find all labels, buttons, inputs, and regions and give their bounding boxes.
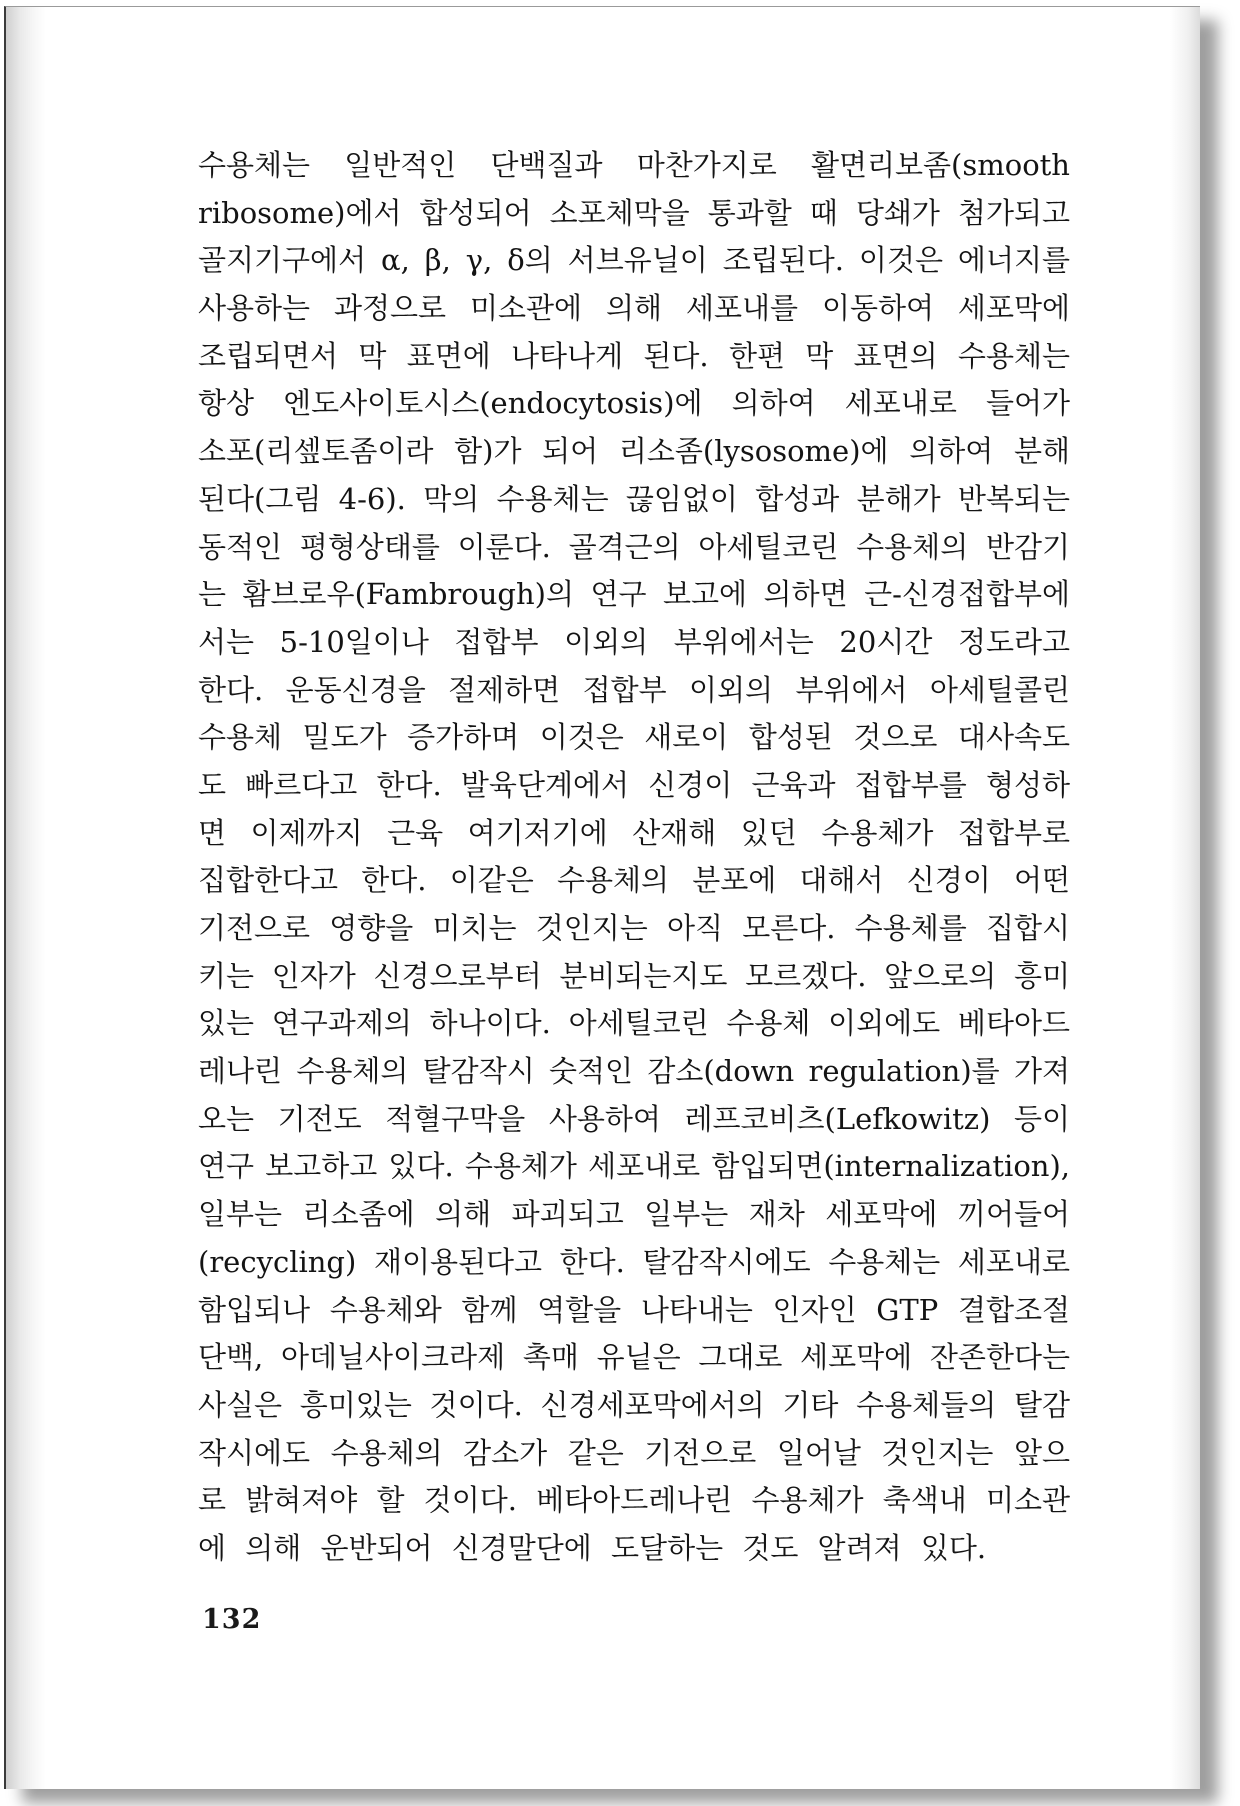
text-line: 골지기구에서 α, β, γ, δ의 서브유닐이 조립된다. 이것은 에너지를 [198,243,1070,278]
text-line: 수용체 밀도가 증가하며 이것은 새로이 합성된 것으로 대사속도 [198,720,1070,755]
body-text [198,142,1070,1573]
text-line: (recycling) 재이용된다고 한다. 탈감작시에도 수용체는 세포내로 [198,1244,1070,1279]
text-line: 동적인 평형상태를 이룬다. 골격근의 아세틸코린 수용체의 반감기 [198,529,1070,564]
text-line: 집합한다고 한다. 이같은 수용체의 분포에 대해서 신경이 어떤 [198,863,1070,898]
text-line: 면 이제까지 근육 여기저기에 산재해 있던 수용체가 접합부로 [198,815,1070,850]
text-line: 함입되나 수용체와 함께 역할을 나타내는 인자인 GTP 결합조절 [198,1292,1070,1327]
text-line: 단백, 아데닐사이크라제 촉매 유닡은 그대로 세포막에 잔존한다는 [198,1340,1070,1375]
text-line: 는 홤브로우(Fambrough)의 연구 보고에 의하면 근-신경접합부에 [198,577,1070,612]
text-line: ribosome)에서 합성되어 소포체막을 통과할 때 당쇄가 첨가되고 [198,195,1070,230]
text-line: 한다. 운동신경을 절제하면 접합부 이외의 부위에서 아세틸콜린 [198,672,1070,707]
page-edge-shadow [1170,7,1200,1789]
text-line: 작시에도 수용체의 감소가 같은 기전으로 일어날 것인지는 앞으 [198,1435,1070,1470]
text-line: 기전으로 영향을 미치는 것인지는 아직 모른다. 수용체를 집합시 [198,911,1070,945]
text-line: 에 의해 운반되어 신경말단에 도달하는 것도 알려져 있다. [198,1530,987,1565]
text-line: 서는 5-10일이나 접합부 이외의 부위에서는 20시간 정도라고 [198,624,1070,659]
text-line: 사실은 흥미있는 것이다. 신경세포막에서의 기타 수용체들의 탈감 [198,1387,1070,1422]
text-line: 조립되면서 막 표면에 나타나게 된다. 한편 막 표면의 수용체는 [198,338,1070,373]
page-number: 132 [202,1604,262,1635]
text-line: 있는 연구과제의 하나이다. 아세틸코린 수용체 이외에도 베타아드 [198,1006,1070,1041]
text-line: 수용체는 일반적인 단백질과 마찬가지로 활면리보좀(smooth [198,148,1070,182]
text-line: 도 빠르다고 한다. 발육단계에서 신경이 근육과 접합부를 형성하 [198,767,1070,802]
page-spine-shadow [6,7,46,1789]
text-line: 오는 기전도 적혈구막을 사용하여 레프코비츠(Lefkowitz) 등이 [198,1101,1070,1136]
text-line: 사용하는 과정으로 미소관에 의해 세포내를 이동하여 세포막에 [198,291,1070,326]
text-line: 소포(리셒토좀이라 함)가 되어 리소좀(lysosome)에 의하여 분해 [198,434,1070,469]
text-line: 키는 인자가 신경으로부터 분비되는지도 모르겠다. 앞으로의 흥미 [198,958,1070,993]
text-line: 연구 보고하고 있다. 수용체가 세포내로 함입되면(internalization), [198,1149,1070,1184]
text-line: 항상 엔도사이토시스(endocytosis)에 의하여 세포내로 들어가 [198,386,1070,421]
text-line: 일부는 리소좀에 의해 파괴되고 일부는 재차 세포막에 끼어들어 [198,1197,1070,1232]
text-line: 로 밝혀져야 할 것이다. 베타아드레나린 수용체가 축색내 미소관 [198,1483,1070,1518]
text-line: 된다(그림 4-6). 막의 수용체는 끊임없이 합성과 분해가 반복되는 [198,481,1070,516]
text-line: 레나린 수용체의 탈감작시 숫적인 감소(down regulation)를 가져 [198,1054,1070,1089]
